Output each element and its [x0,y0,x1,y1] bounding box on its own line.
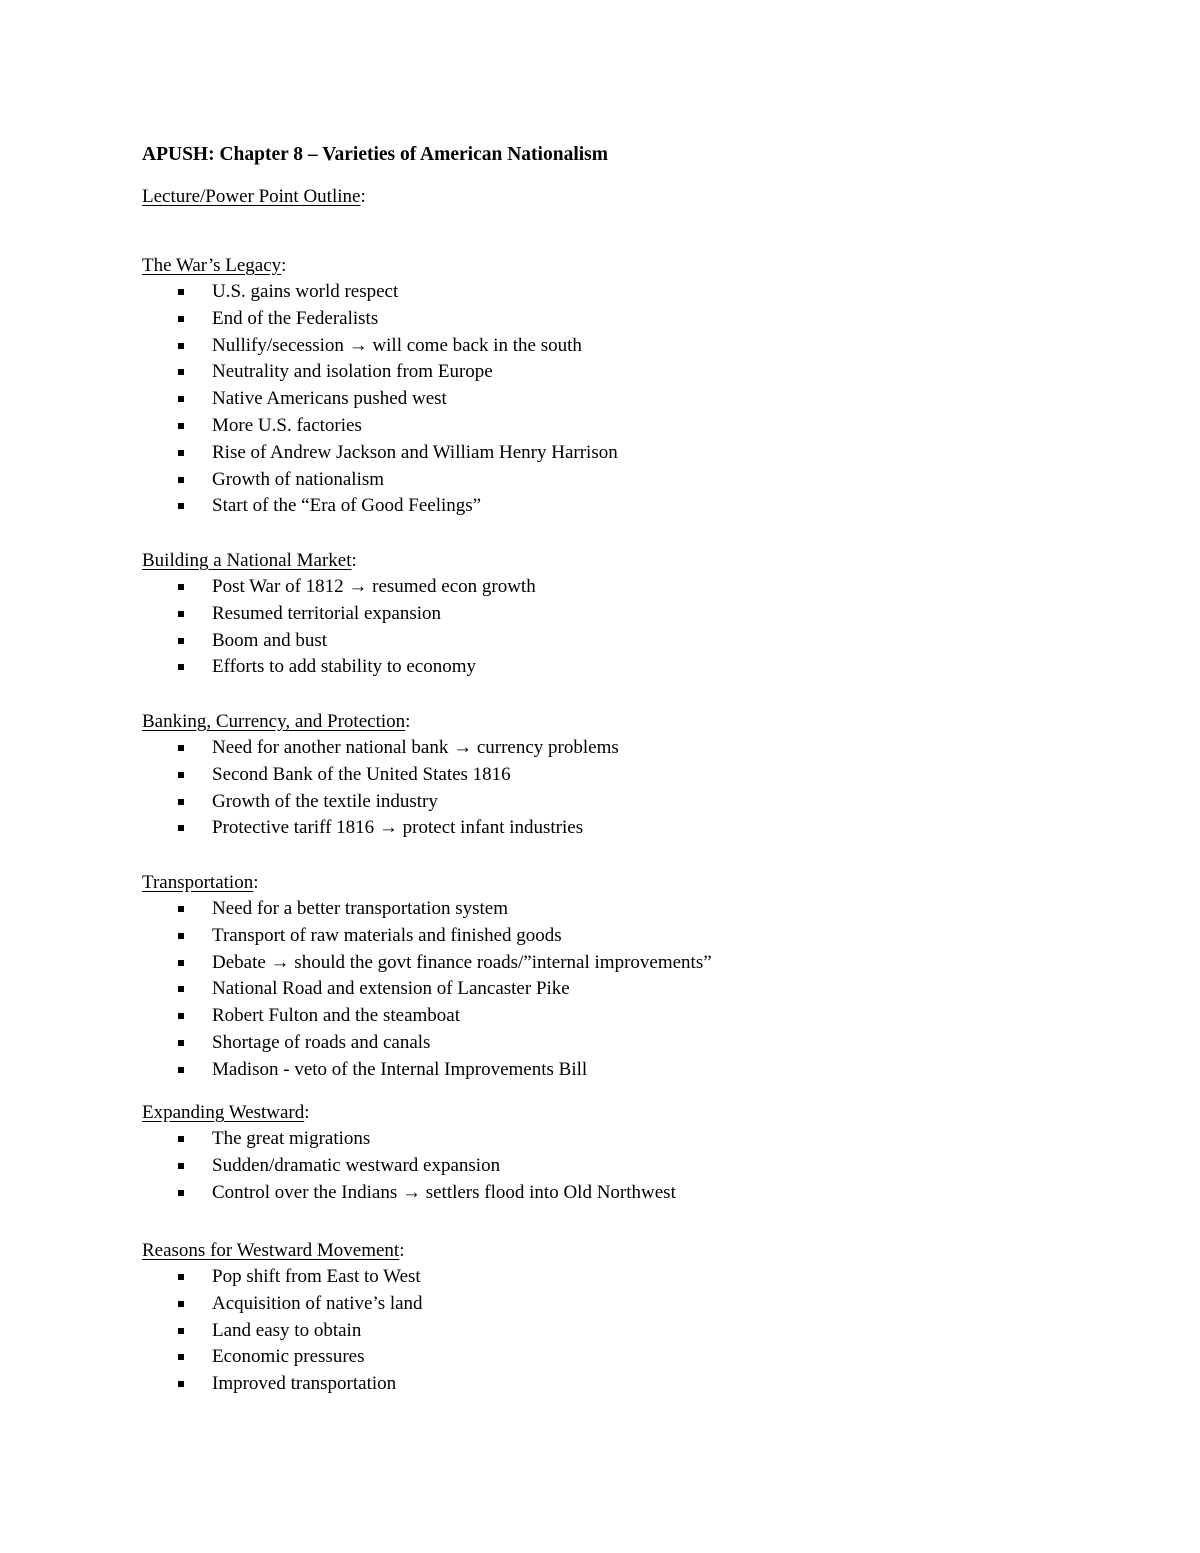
square-bullet-icon [178,1354,184,1360]
list-item-text: Improved transportation [212,1373,397,1395]
square-bullet-icon [178,933,184,939]
document-page [142,141,1102,1395]
list-item [142,279,618,306]
list-item [142,1030,712,1057]
list-item-text: Acquisition of native’s land [212,1292,423,1314]
list-item-text: Control over the Indians → settlers flood into Old Northwest [212,1181,676,1203]
square-bullet-icon [178,772,184,778]
list-item-text: Boom and bust [212,629,328,651]
list-item-text: Economic pressures [212,1346,365,1368]
section-heading-colon: : [304,1102,310,1123]
square-bullet-icon [178,584,184,590]
list-item-text: Protective tariff 1816 → protect infant industries [212,817,584,839]
list-item [142,493,618,520]
section-heading-colon: : [351,550,357,571]
list-item [142,601,536,628]
list-item-text: U.S. gains world respect [212,281,399,302]
bullet-list [142,735,619,842]
list-item [142,1264,423,1291]
section-heading-text: Reasons for Westward Movement [142,1240,400,1261]
square-bullet-icon [178,906,184,912]
section-heading-colon: : [399,1240,405,1261]
section-heading [142,1237,423,1264]
section-banking [142,708,619,842]
list-item-text: Robert Fulton and the steamboat [212,1005,461,1027]
list-item [142,896,712,923]
list-item [142,359,618,386]
list-item [142,1153,676,1180]
list-item-text: Rise of Andrew Jackson and William Henry Harrison [212,441,618,463]
square-bullet-icon [178,289,184,295]
list-item [142,1344,423,1371]
list-item-text: Need for a better transportation system [212,898,508,919]
bullet-list [142,279,618,520]
square-bullet-icon [178,1381,184,1387]
outline-subtitle-colon: : [360,186,366,207]
list-item [142,789,619,816]
bullet-list [142,1264,423,1398]
section-heading-colon: : [281,255,287,276]
square-bullet-icon [178,799,184,805]
square-bullet-icon [178,745,184,751]
square-bullet-icon [178,477,184,483]
bullet-list [142,896,712,1084]
list-item [142,306,618,333]
list-item [142,440,618,467]
list-item-text: Pop shift from East to West [212,1266,421,1287]
list-item-text: More U.S. factories [212,414,362,436]
list-item-text: Need for another national bank → currency problems [212,737,619,758]
list-item [142,628,536,655]
list-item [142,1057,712,1084]
list-item [142,976,712,1003]
square-bullet-icon [178,638,184,644]
section-heading [142,547,536,574]
square-bullet-icon [178,1163,184,1169]
list-item-text: Land easy to obtain [212,1319,362,1341]
list-item-text: Transport of raw materials and finished goods [212,924,562,946]
list-item [142,1291,423,1318]
list-item-text: Start of the “Era of Good Feelings” [212,495,482,517]
square-bullet-icon [178,664,184,670]
square-bullet-icon [178,611,184,617]
list-item [142,1371,423,1398]
square-bullet-icon [178,825,184,831]
list-item [142,815,619,842]
square-bullet-icon [178,1301,184,1307]
square-bullet-icon [178,1190,184,1196]
section-heading-colon: : [253,872,259,893]
section-transportation [142,869,712,1084]
square-bullet-icon [178,1040,184,1046]
outline-subtitle-text: Lecture/Power Point Outline [142,186,361,207]
list-item-text: Nullify/secession → will come back in the south [212,334,582,356]
section-national-market [142,547,536,681]
document-title: APUSH: Chapter 8 – Varieties of American Nationalism [142,144,608,165]
section-heading-text: Expanding Westward [142,1102,305,1123]
square-bullet-icon [178,1013,184,1019]
list-item [142,1003,712,1030]
outline-subtitle [142,184,1102,211]
square-bullet-icon [178,369,184,375]
section-wars-legacy [142,252,618,520]
square-bullet-icon [178,1328,184,1334]
list-item [142,1126,676,1153]
list-item-text: Neutrality and isolation from Europe [212,361,493,383]
list-item-text: Sudden/dramatic westward expansion [212,1154,501,1176]
list-item [142,762,619,789]
bullet-list [142,574,536,681]
list-item-text: The great migrations [212,1128,371,1149]
section-reasons-westward [142,1237,423,1398]
section-heading-text: Transportation [142,872,254,893]
square-bullet-icon [178,986,184,992]
list-item [142,923,712,950]
list-item [142,333,618,360]
section-heading-text: Banking, Currency, and Protection [142,711,406,732]
list-item [142,1318,423,1345]
list-item-text: Native Americans pushed west [212,388,447,410]
square-bullet-icon [178,1067,184,1073]
list-item-text: Growth of nationalism [212,468,385,490]
list-item-text: Madison - veto of the Internal Improvements Bill [212,1058,588,1080]
square-bullet-icon [178,316,184,322]
list-item-text: End of the Federalists [212,307,379,329]
section-heading [142,708,619,735]
square-bullet-icon [178,423,184,429]
list-item-text: Second Bank of the United States 1816 [212,763,511,785]
section-heading [142,869,712,896]
square-bullet-icon [178,343,184,349]
list-item [142,654,536,681]
square-bullet-icon [178,450,184,456]
list-item-text: Efforts to add stability to economy [212,656,477,678]
list-item-text: Growth of the textile industry [212,790,438,812]
list-item-text: National Road and extension of Lancaster Pike [212,978,570,1000]
list-item-text: Resumed territorial expansion [212,602,441,624]
list-item [142,735,619,762]
section-heading-text: The War’s Legacy [142,255,282,276]
square-bullet-icon [178,503,184,509]
square-bullet-icon [178,1274,184,1280]
list-item [142,574,536,601]
section-heading-colon: : [405,711,411,732]
square-bullet-icon [178,1136,184,1142]
section-heading [142,252,618,279]
section-heading [142,1099,676,1126]
list-item-text: Debate → should the govt finance roads/”internal improvements” [212,951,712,973]
section-expanding-westward [142,1099,676,1206]
list-item [142,1180,676,1207]
square-bullet-icon [178,396,184,402]
section-heading-text: Building a National Market [142,550,352,571]
list-item [142,467,618,494]
list-item [142,413,618,440]
list-item-text: Post War of 1812 → resumed econ growth [212,576,536,597]
square-bullet-icon [178,960,184,966]
bullet-list [142,1126,676,1206]
list-item-text: Shortage of roads and canals [212,1031,431,1053]
list-item [142,950,712,977]
list-item [142,386,618,413]
